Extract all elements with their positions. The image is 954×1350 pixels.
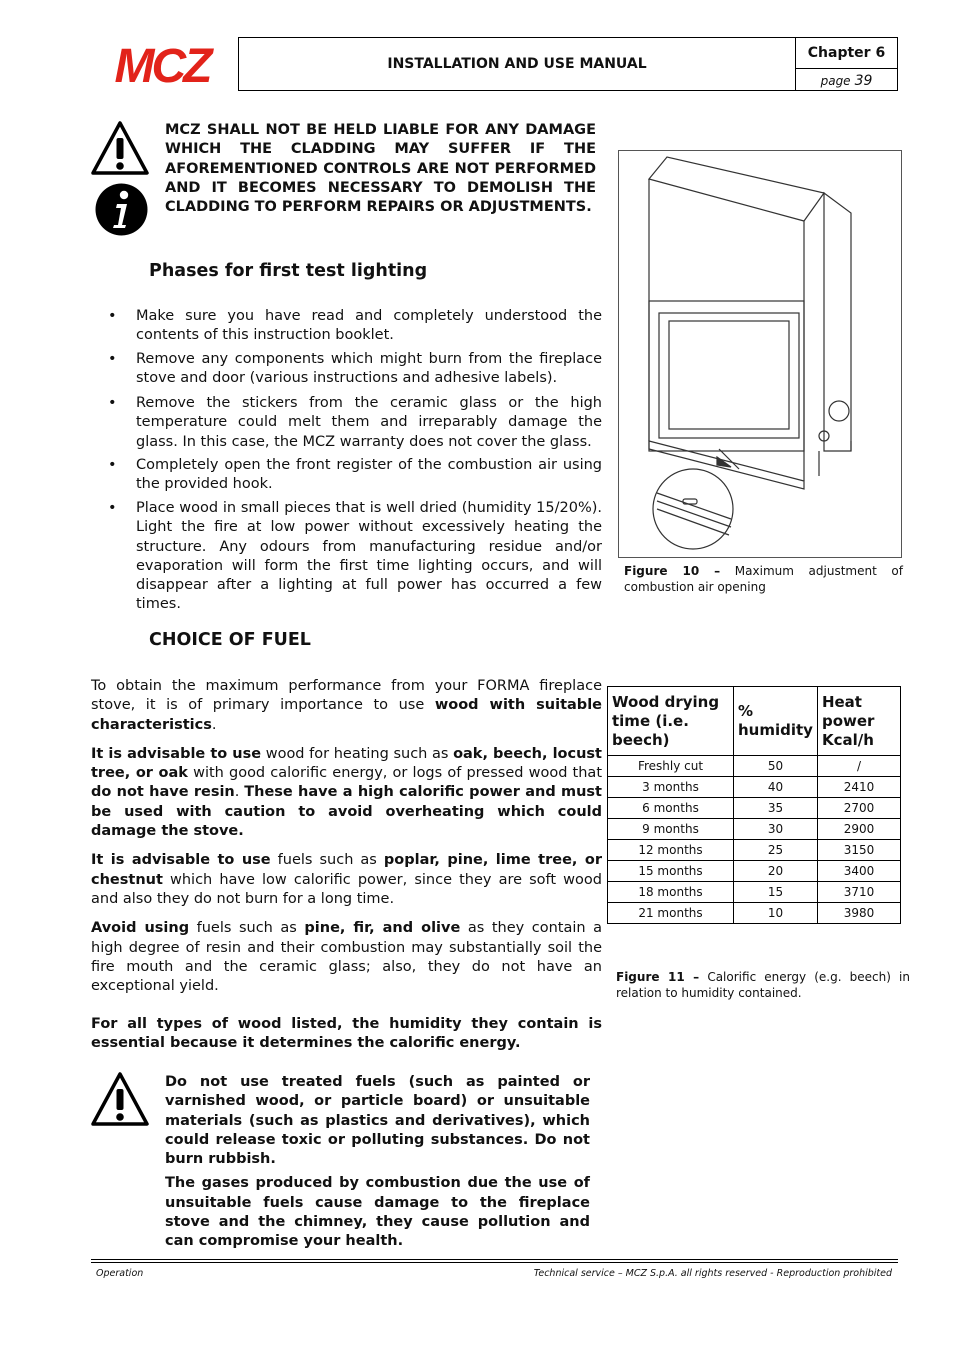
col-header-humidity: % humidity <box>734 687 818 756</box>
table-row: 15 months 20 3400 <box>608 861 901 882</box>
section-title-first-lighting: Phases for first test lighting <box>149 261 428 281</box>
list-item: • Remove the stickers from the ceramic glass or the high temperature could melt them and irreparably damage the glass. In this case, the MCZ warranty does not cover the glass. <box>108 395 602 450</box>
warning-triangle-icon <box>90 1071 150 1127</box>
info-icon <box>95 183 148 236</box>
warning-fuel-paragraph-1: Do not use treated fuels (such as painted or varnished wood, or particle board) or unsuitable materials (such as plastics and derivatives), which could release toxic or polluting substances. Do not burn rubbish. <box>165 1074 590 1168</box>
list-item: • Remove any components which might burn from the fireplace stove and door (various instructions and adhesive labels). <box>108 351 602 387</box>
figure-11-caption <box>616 969 910 1001</box>
footer-divider <box>91 1259 898 1260</box>
table-row: 3 months 40 2410 <box>608 777 901 798</box>
table-row: 6 months 35 2700 <box>608 798 901 819</box>
figure-10-caption-text: Maximum adjustment of combustion air opening <box>624 564 903 594</box>
warning-fuel-text <box>165 1073 590 1252</box>
warning-fuel-paragraph-2: The gases produced by combustion due the use of unsuitable fuels cause damage to the fireplace stove and the chimney, they cause pollution and can compromise your health. <box>165 1175 590 1250</box>
table-row: 9 months 30 2900 <box>608 819 901 840</box>
footer-copyright: Technical service – MCZ S.p.A. all rights reserved - Reproduction prohibited <box>533 1268 892 1279</box>
humidity-note: For all types of wood listed, the humidity they contain is essential because it determines the calorific energy. <box>91 1016 602 1052</box>
warning-triangle-icon <box>90 120 150 176</box>
hardwood-paragraph: It is advisable to use wood for heating such as oak, beech, locust tree, or oak with good calorific energy, or logs of pressed wood that do not have resin. These have a high calorific power and must be used with caution to avoid overheating which could damage the stove. <box>91 745 603 840</box>
page-number: 39 <box>854 72 873 89</box>
table-header-row <box>608 687 901 756</box>
section-title-choice-of-fuel: CHOICE OF FUEL <box>149 630 311 650</box>
col-header-heat-power: Heat power Kcal/h <box>817 687 900 756</box>
manual-title-box <box>238 37 796 91</box>
table-row: 18 months 15 3710 <box>608 882 901 903</box>
fuel-humidity-table <box>607 686 901 924</box>
table-row: 21 months 10 3980 <box>608 903 901 924</box>
figure-11-label: Figure 11 – <box>616 970 700 984</box>
list-item: • Place wood in small pieces that is well dried (humidity 15/20%). Light the fire at low power without excessively heating the structure. Any odours from manufacturing residue and/or evaporation will form the first time lighting occurs, and will disappear after a lighting at full power has occurred a few times. <box>108 500 602 613</box>
fireplace-stove-drawing <box>619 151 901 557</box>
footer-divider <box>91 1262 898 1263</box>
fuel-intro-paragraph: To obtain the maximum performance from your FORMA fireplace stove, it is of primary importance to use wood with suitable characteristics. <box>91 678 602 733</box>
figure-10-frame <box>618 150 902 558</box>
table-row: Freshly cut 50 / <box>608 756 901 777</box>
mcz-logo <box>92 40 232 86</box>
warning-liability-text: MCZ SHALL NOT BE HELD LIABLE FOR ANY DAMAGE WHICH THE CLADDING MAY SUFFER IF THE AFOREMENTIONED CONTROLS ARE NOT PERFORMED AND IT BECOMES NECESSARY TO DEMOLISH THE CLADDING TO PERFORM REPAIRS OR ADJUSTMENTS. <box>165 122 596 216</box>
manual-title: INSTALLATION AND USE MANUAL <box>387 56 647 72</box>
page-label: page <box>820 73 851 88</box>
list-item: • Completely open the front register of the combustion air using the provided hook. <box>108 457 602 493</box>
softwood-paragraph: It is advisable to use fuels such as poplar, pine, lime tree, or chestnut which have low calorific power, since they are soft wood and also they do not burn for a long time. <box>91 852 602 907</box>
figure-10-caption <box>624 563 903 595</box>
chapter-label: Chapter 6 <box>796 38 897 69</box>
col-header-drying-time: Wood drying time (i.e. beech) <box>608 687 734 756</box>
list-item: • Make sure you have read and completely understood the contents of this instruction booklet. <box>108 308 602 344</box>
table-row: 12 months 25 3150 <box>608 840 901 861</box>
fuel-paragraphs <box>91 677 602 1006</box>
footer-section: Operation <box>96 1268 144 1279</box>
figure-10-label: Figure 10 – <box>624 564 721 578</box>
svg-text:MCZ: MCZ <box>114 40 210 86</box>
page-indicator <box>796 69 897 92</box>
figure-11-caption-text: Calorific energy (e.g. beech) in relation to humidity contained. <box>616 970 910 1000</box>
chapter-box <box>796 37 898 91</box>
avoid-resin-paragraph: Avoid using fuels such as pine, fir, and olive as they contain a high degree of resin and their combustion may substantially soil the fire mouth and the ceramic glass; also, they do not have an exceptional yield. <box>91 920 602 995</box>
